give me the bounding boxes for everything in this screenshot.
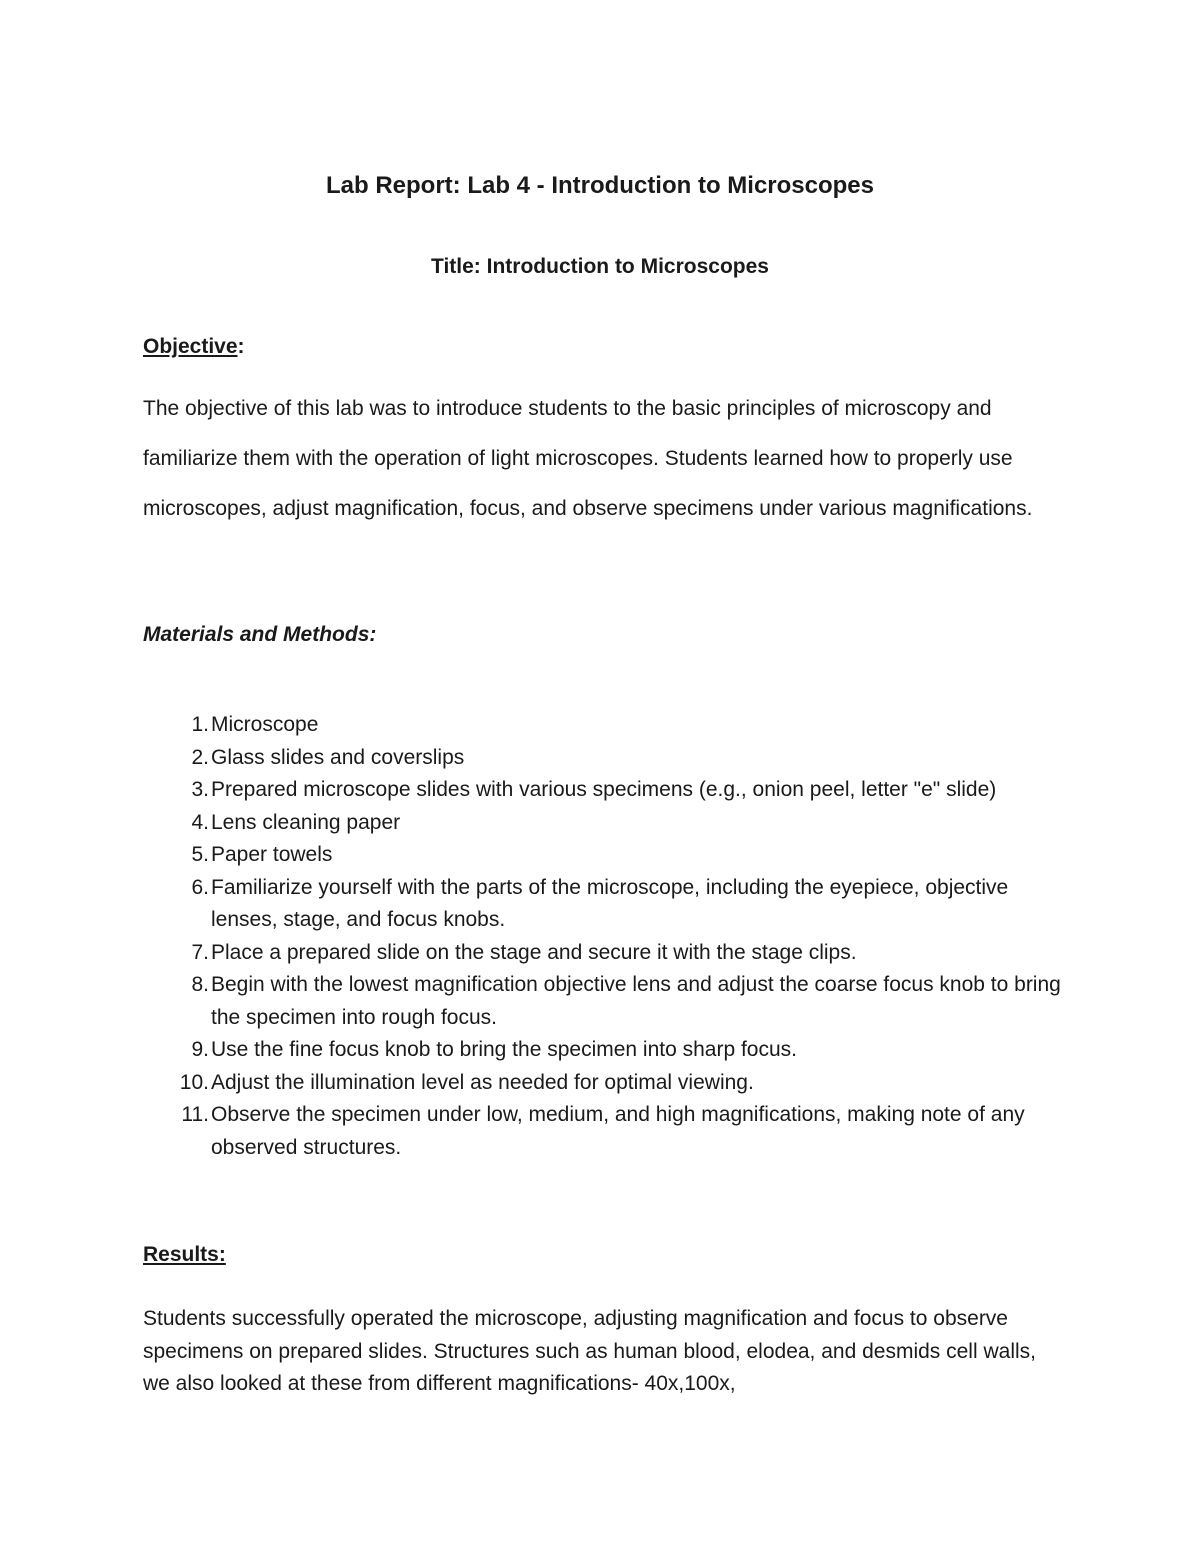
list-item-number: 3.	[191, 778, 209, 801]
results-paragraph: Students successfully operated the microscope, adjusting magnification and focus to observe specimens on prepared slides. Structures such as human blood, elodea, and desmids cell walls, we also looked at these from different magnifications- 40x,100x,	[143, 1307, 1036, 1395]
results-heading: Results:	[143, 1243, 226, 1266]
list-item-text: Place a prepared slide on the stage and secure it with the stage clips.	[211, 940, 857, 964]
list-item-text: Glass slides and coverslips	[211, 745, 465, 769]
list-item-number: 2.	[191, 745, 209, 769]
list-item	[143, 969, 1063, 1034]
list-item-number: 6.	[191, 875, 209, 899]
list-item-text: Observe the specimen under low, medium, and high magnifications, making note of any observed structures.	[211, 1103, 1025, 1159]
document-subtitle: Title: Introduction to Microscopes	[431, 255, 769, 278]
list-item-number: 11.	[181, 1103, 209, 1126]
list-item	[143, 742, 1063, 775]
list-item	[143, 872, 1063, 937]
objective-heading-label: Objective	[143, 335, 238, 358]
list-item-text: Begin with the lowest magnification objective lens and adjust the coarse focus knob to bring the specimen into rough focus.	[211, 973, 1061, 1029]
list-item	[143, 937, 1063, 970]
list-item-text: Adjust the illumination level as needed for optimal viewing.	[211, 1070, 754, 1094]
document-title: Lab Report: Lab 4 - Introduction to Microscopes	[325, 172, 874, 199]
list-item	[143, 709, 1063, 742]
list-item-text: Use the fine focus knob to bring the specimen into sharp focus.	[211, 1038, 798, 1061]
list-item-number: 1.	[191, 713, 209, 736]
list-item-text: Microscope	[211, 713, 319, 736]
materials-methods-list	[143, 709, 1063, 1164]
objective-heading	[143, 331, 245, 363]
list-item	[143, 774, 1063, 807]
list-item-number: 7.	[191, 940, 209, 964]
list-item-number: 8.	[191, 973, 209, 996]
list-item-text: Paper towels	[211, 843, 333, 866]
materials-methods-heading: Materials and Methods:	[143, 623, 377, 646]
list-item-text: Lens cleaning paper	[211, 810, 401, 834]
list-item-text: Familiarize yourself with the parts of the microscope, including the eyepiece, objective lenses, stage, and focus knobs.	[211, 875, 1009, 931]
objective-paragraph: The objective of this lab was to introduce students to the basic principles of microscopy and familiarize them with the operation of light microscopes. Students learned how to properly use microscopes, adjust magnification, focus, and observe specimens under various magnifications.	[143, 397, 1033, 520]
list-item	[143, 1067, 1063, 1100]
list-item-text: Prepared microscope slides with various specimens (e.g., onion peel, letter "e" slide)	[211, 778, 997, 801]
list-item-number: 10.	[179, 1070, 209, 1094]
list-item	[143, 1034, 1063, 1067]
objective-heading-colon: :	[237, 335, 245, 358]
list-item	[143, 807, 1063, 840]
list-item-number: 4.	[191, 810, 209, 834]
list-item	[143, 839, 1063, 872]
list-item	[143, 1099, 1063, 1164]
list-item-number: 5.	[191, 843, 209, 866]
list-item-number: 9.	[191, 1038, 209, 1061]
